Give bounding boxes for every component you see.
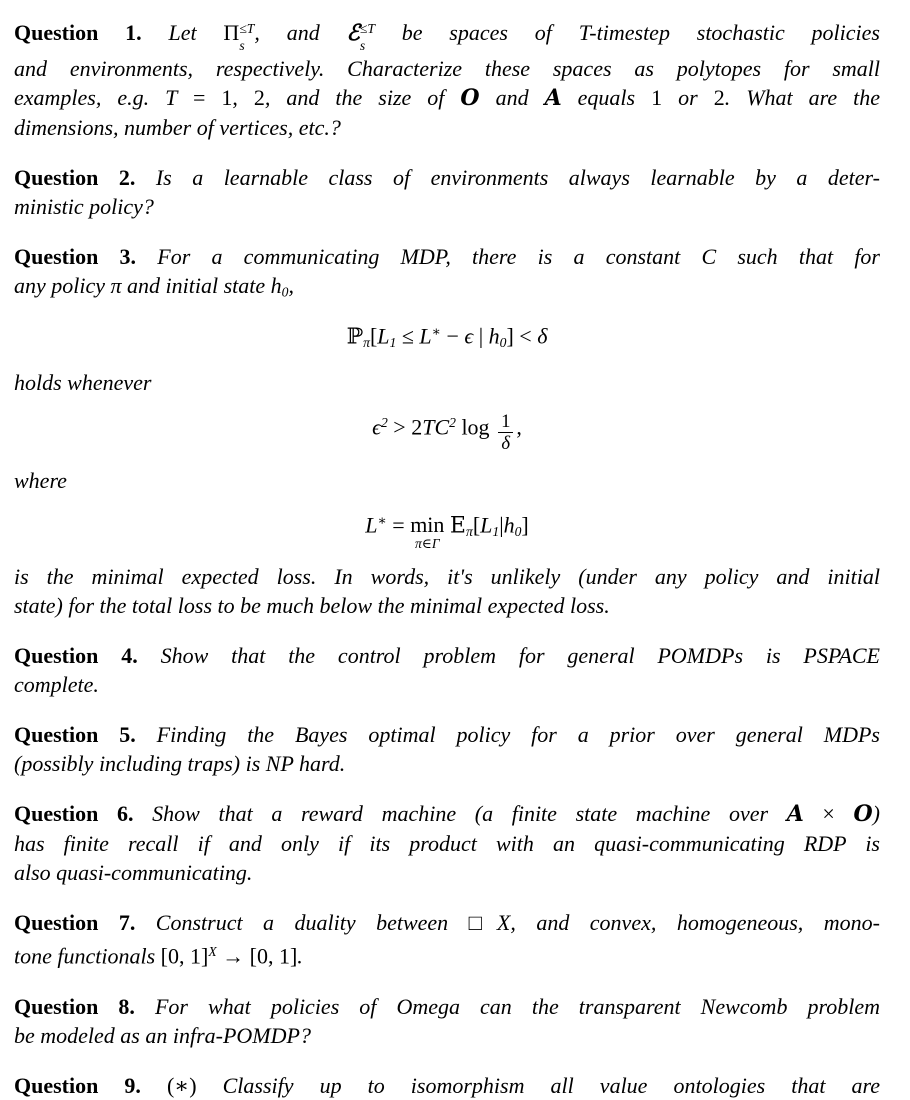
superscript: ≤T — [239, 20, 255, 36]
text-line — [14, 242, 880, 271]
question-block — [14, 992, 880, 1050]
text-line — [14, 18, 880, 54]
question-block — [14, 908, 880, 971]
question-block — [14, 720, 880, 778]
text-line — [14, 192, 880, 221]
roman-run: = 1, 2 — [192, 84, 265, 110]
text-run: be spaces of T-timestep stochastic policies — [374, 20, 880, 45]
text-line — [14, 858, 880, 887]
text-run: ministic policy? — [14, 193, 154, 219]
text-line — [14, 749, 880, 778]
operator-limits: π∈Γ — [414, 536, 440, 552]
question-label: Question 9. — [14, 1072, 141, 1098]
text-run: Show that a reward machine (a finite state machine over — [133, 801, 787, 827]
text-run: examples, e.g. T — [14, 84, 193, 110]
calligraphic-letter: A — [544, 84, 562, 111]
superscript: ∗ — [431, 324, 441, 339]
display-equation — [14, 506, 880, 552]
subscript: 0 — [514, 523, 522, 539]
fraction-denominator: δ — [498, 432, 513, 455]
roman-run: > 2 — [387, 414, 423, 440]
subscript: 1 — [492, 523, 500, 539]
roman-run: log — [455, 414, 496, 440]
sub-sup-symbol — [223, 20, 255, 53]
question-label: Question 5. — [14, 722, 136, 748]
text-line — [14, 83, 880, 113]
question-label: Question 3. — [14, 243, 137, 269]
text-line — [14, 829, 880, 858]
sup-sub-stack — [239, 20, 254, 54]
text-run: . What are the — [724, 84, 881, 110]
superscript: ≤T — [359, 20, 375, 36]
text-run: Show that the control problem for general POMDPs is PSPACE — [137, 643, 881, 669]
text-run: any policy π and initial state — [14, 272, 271, 298]
text-run: tone functionals — [14, 943, 161, 969]
math-var: L — [419, 323, 432, 349]
superscript: ∗ — [377, 512, 387, 528]
text-line — [14, 992, 880, 1021]
question-label: Question 1. — [14, 20, 142, 45]
roman-run: [ — [472, 512, 481, 538]
text-line — [14, 720, 880, 749]
text-run: , and convex, homogeneous, mono- — [510, 910, 880, 936]
subscript: π — [465, 523, 473, 539]
text-run: where — [14, 467, 67, 493]
superscript: 2 — [380, 414, 388, 430]
text-run: , and the size of — [264, 84, 461, 110]
math-var: L — [480, 512, 493, 538]
fraction-numerator: 1 — [501, 410, 511, 432]
script-letter: ℰ — [346, 20, 360, 46]
text-line — [14, 271, 880, 306]
math-var: TC — [422, 414, 450, 440]
text-line — [14, 54, 880, 83]
blackboard-symbol: ℙ — [346, 324, 364, 350]
sub-sup-symbol — [346, 20, 375, 53]
question-block — [14, 799, 880, 887]
math-var: h — [488, 323, 500, 349]
question-label: Question 8. — [14, 993, 135, 1019]
roman-run: ] < — [506, 323, 538, 349]
calligraphic-letter: O — [853, 801, 873, 828]
superscript: 2 — [449, 414, 456, 430]
text-run: has finite recall if and only if its product with an quasi-communicating RDP is — [14, 831, 880, 857]
subscript: 0 — [281, 284, 289, 299]
question-block — [14, 1071, 880, 1100]
question-label: Question 7. — [14, 910, 136, 936]
math-var: X — [496, 910, 511, 936]
roman-run: × — [803, 801, 854, 827]
roman-run: [ — [369, 323, 378, 349]
question-block — [14, 242, 880, 621]
roman-run: 1 — [651, 84, 663, 110]
text-run: (possibly including traps) is NP hard. — [14, 751, 346, 777]
text-run: For what policies of Omega can the transparent Newcomb problem — [134, 993, 881, 1019]
roman-run: = — [386, 512, 411, 538]
text-line — [14, 466, 880, 495]
math-var: ϵ — [464, 323, 474, 349]
roman-run: − — [440, 323, 465, 349]
roman-run: → [0, 1] — [216, 943, 298, 969]
text-run: For a communicating MDP, there is a constant C such that for — [136, 243, 880, 269]
text-run: and environments, respectively. Characterize these spaces as polytopes for small — [14, 55, 880, 81]
text-run: and — [479, 84, 545, 110]
roman-run: (∗) — [166, 1072, 197, 1098]
question-label: Question 2. — [14, 164, 136, 190]
roman-run: , — [516, 414, 522, 440]
math-var: δ — [537, 323, 548, 349]
text-run: Classify up to isomorphism all value ontologies that are — [196, 1072, 880, 1098]
text-line — [14, 368, 880, 397]
text-run: equals — [561, 84, 652, 110]
sup-sub-stack — [360, 20, 375, 54]
text-line — [14, 908, 880, 937]
text-run: . — [297, 943, 303, 969]
text-run: Let — [141, 20, 224, 45]
math-var: h — [270, 272, 282, 298]
text-line — [14, 799, 880, 829]
text-run: be modeled as an infra-POMDP? — [14, 1022, 311, 1048]
question-block — [14, 641, 880, 699]
text-run: is the minimal expected loss. In words, it's unlikely (under any policy and initial — [14, 564, 880, 590]
question-label: Question 6. — [14, 801, 134, 827]
superscript: X — [208, 944, 217, 960]
text-line — [14, 1021, 880, 1050]
text-run: , and — [254, 20, 347, 45]
text-run: ) — [872, 801, 880, 827]
roman-run: [0, 1] — [160, 943, 209, 969]
question-block — [14, 163, 880, 221]
min-operator — [410, 513, 444, 551]
text-line — [14, 670, 880, 699]
text-run: Is a learnable class of environments always learnable by a deter- — [135, 164, 880, 190]
text-run: holds whenever — [14, 369, 152, 395]
text-run: complete. — [14, 672, 99, 698]
subscript: 1 — [389, 334, 397, 350]
text-line — [14, 937, 880, 971]
text-run: Construct a duality between — [135, 910, 469, 936]
text-line — [14, 562, 880, 591]
roman-run: ≤ — [396, 323, 420, 349]
display-equation — [14, 317, 880, 357]
roman-run: ] — [521, 512, 529, 538]
math-var: ϵ — [372, 414, 381, 440]
roman-run: | — [499, 512, 504, 538]
text-run: state) for the total loss to be much below the minimal expected loss. — [14, 593, 610, 619]
blackboard-symbol: E — [449, 513, 466, 539]
text-line — [14, 641, 880, 670]
text-line — [14, 591, 880, 620]
calligraphic-letter: A — [786, 801, 804, 828]
text-run: , — [288, 272, 294, 298]
text-run: Finding the Bayes optimal policy for a prior over general MDPs — [135, 722, 880, 748]
question-label: Question 4. — [14, 643, 138, 669]
roman-run: 2 — [713, 84, 725, 110]
math-var: L — [377, 323, 390, 349]
subscript: s — [359, 37, 366, 53]
text-run: dimensions, number of vertices, etc.? — [14, 114, 341, 140]
text-line — [14, 163, 880, 192]
question-block — [14, 18, 880, 142]
text-line — [14, 1071, 880, 1100]
subscript: π — [363, 334, 370, 350]
roman-run: □ — [468, 910, 497, 936]
math-symbol: Π — [223, 20, 240, 45]
display-equation — [14, 408, 880, 455]
math-var: L — [365, 512, 378, 538]
subscript: 0 — [499, 334, 507, 350]
fraction — [498, 411, 513, 455]
text-run: also quasi-communicating. — [14, 860, 253, 886]
text-line — [14, 113, 880, 142]
operator-name: min — [410, 512, 445, 538]
math-var: h — [503, 512, 515, 538]
calligraphic-letter: O — [460, 84, 480, 111]
text-run: or — [662, 84, 714, 110]
subscript: s — [239, 37, 245, 53]
roman-run: | — [473, 323, 489, 349]
text-run — [141, 1073, 167, 1098]
